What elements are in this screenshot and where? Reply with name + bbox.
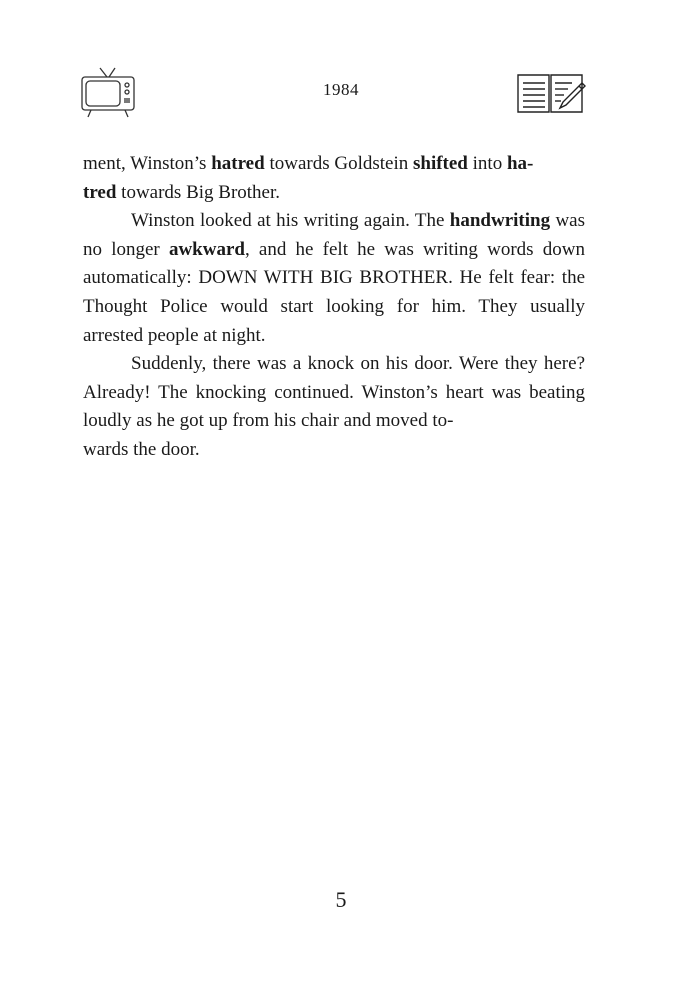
book-pencil-icon (516, 72, 586, 114)
text-run: Winston looked at his writing again. The (131, 210, 450, 232)
bold-word: tred (83, 181, 117, 203)
text-run: Suddenly, there was a knock on his door. Were they here? Already! The knocking continued. Winston’s heart was beating loudly as he got up from his chair and moved to- (83, 353, 585, 432)
page-number: 5 (335, 887, 347, 912)
bold-word: shifted (412, 153, 468, 174)
bold-word: awkward (168, 238, 245, 260)
paragraph-2 (83, 207, 585, 350)
page-header (0, 60, 682, 120)
text-run: into (467, 153, 507, 174)
text-run: ment, Winston’s (83, 153, 212, 174)
paragraph-1 (83, 150, 585, 207)
text-run: , and he felt he was writing words down automatically: DOWN WITH BIG BROTHER. He felt fear: the Thought Police would start looking for him. They usually arrested people at night. (83, 238, 585, 346)
text-run: towards Goldstein (264, 153, 413, 174)
text-run: towards Big Brother. (116, 181, 281, 203)
bold-word: ha- (506, 153, 534, 174)
body-text (83, 150, 585, 465)
text-run: wards the door. (83, 438, 200, 460)
text-run: was no longer (83, 210, 585, 260)
paragraph-3 (83, 350, 585, 464)
bold-word: hatred (211, 153, 265, 174)
running-title: 1984 (323, 80, 359, 99)
bold-word: handwriting (449, 210, 551, 232)
